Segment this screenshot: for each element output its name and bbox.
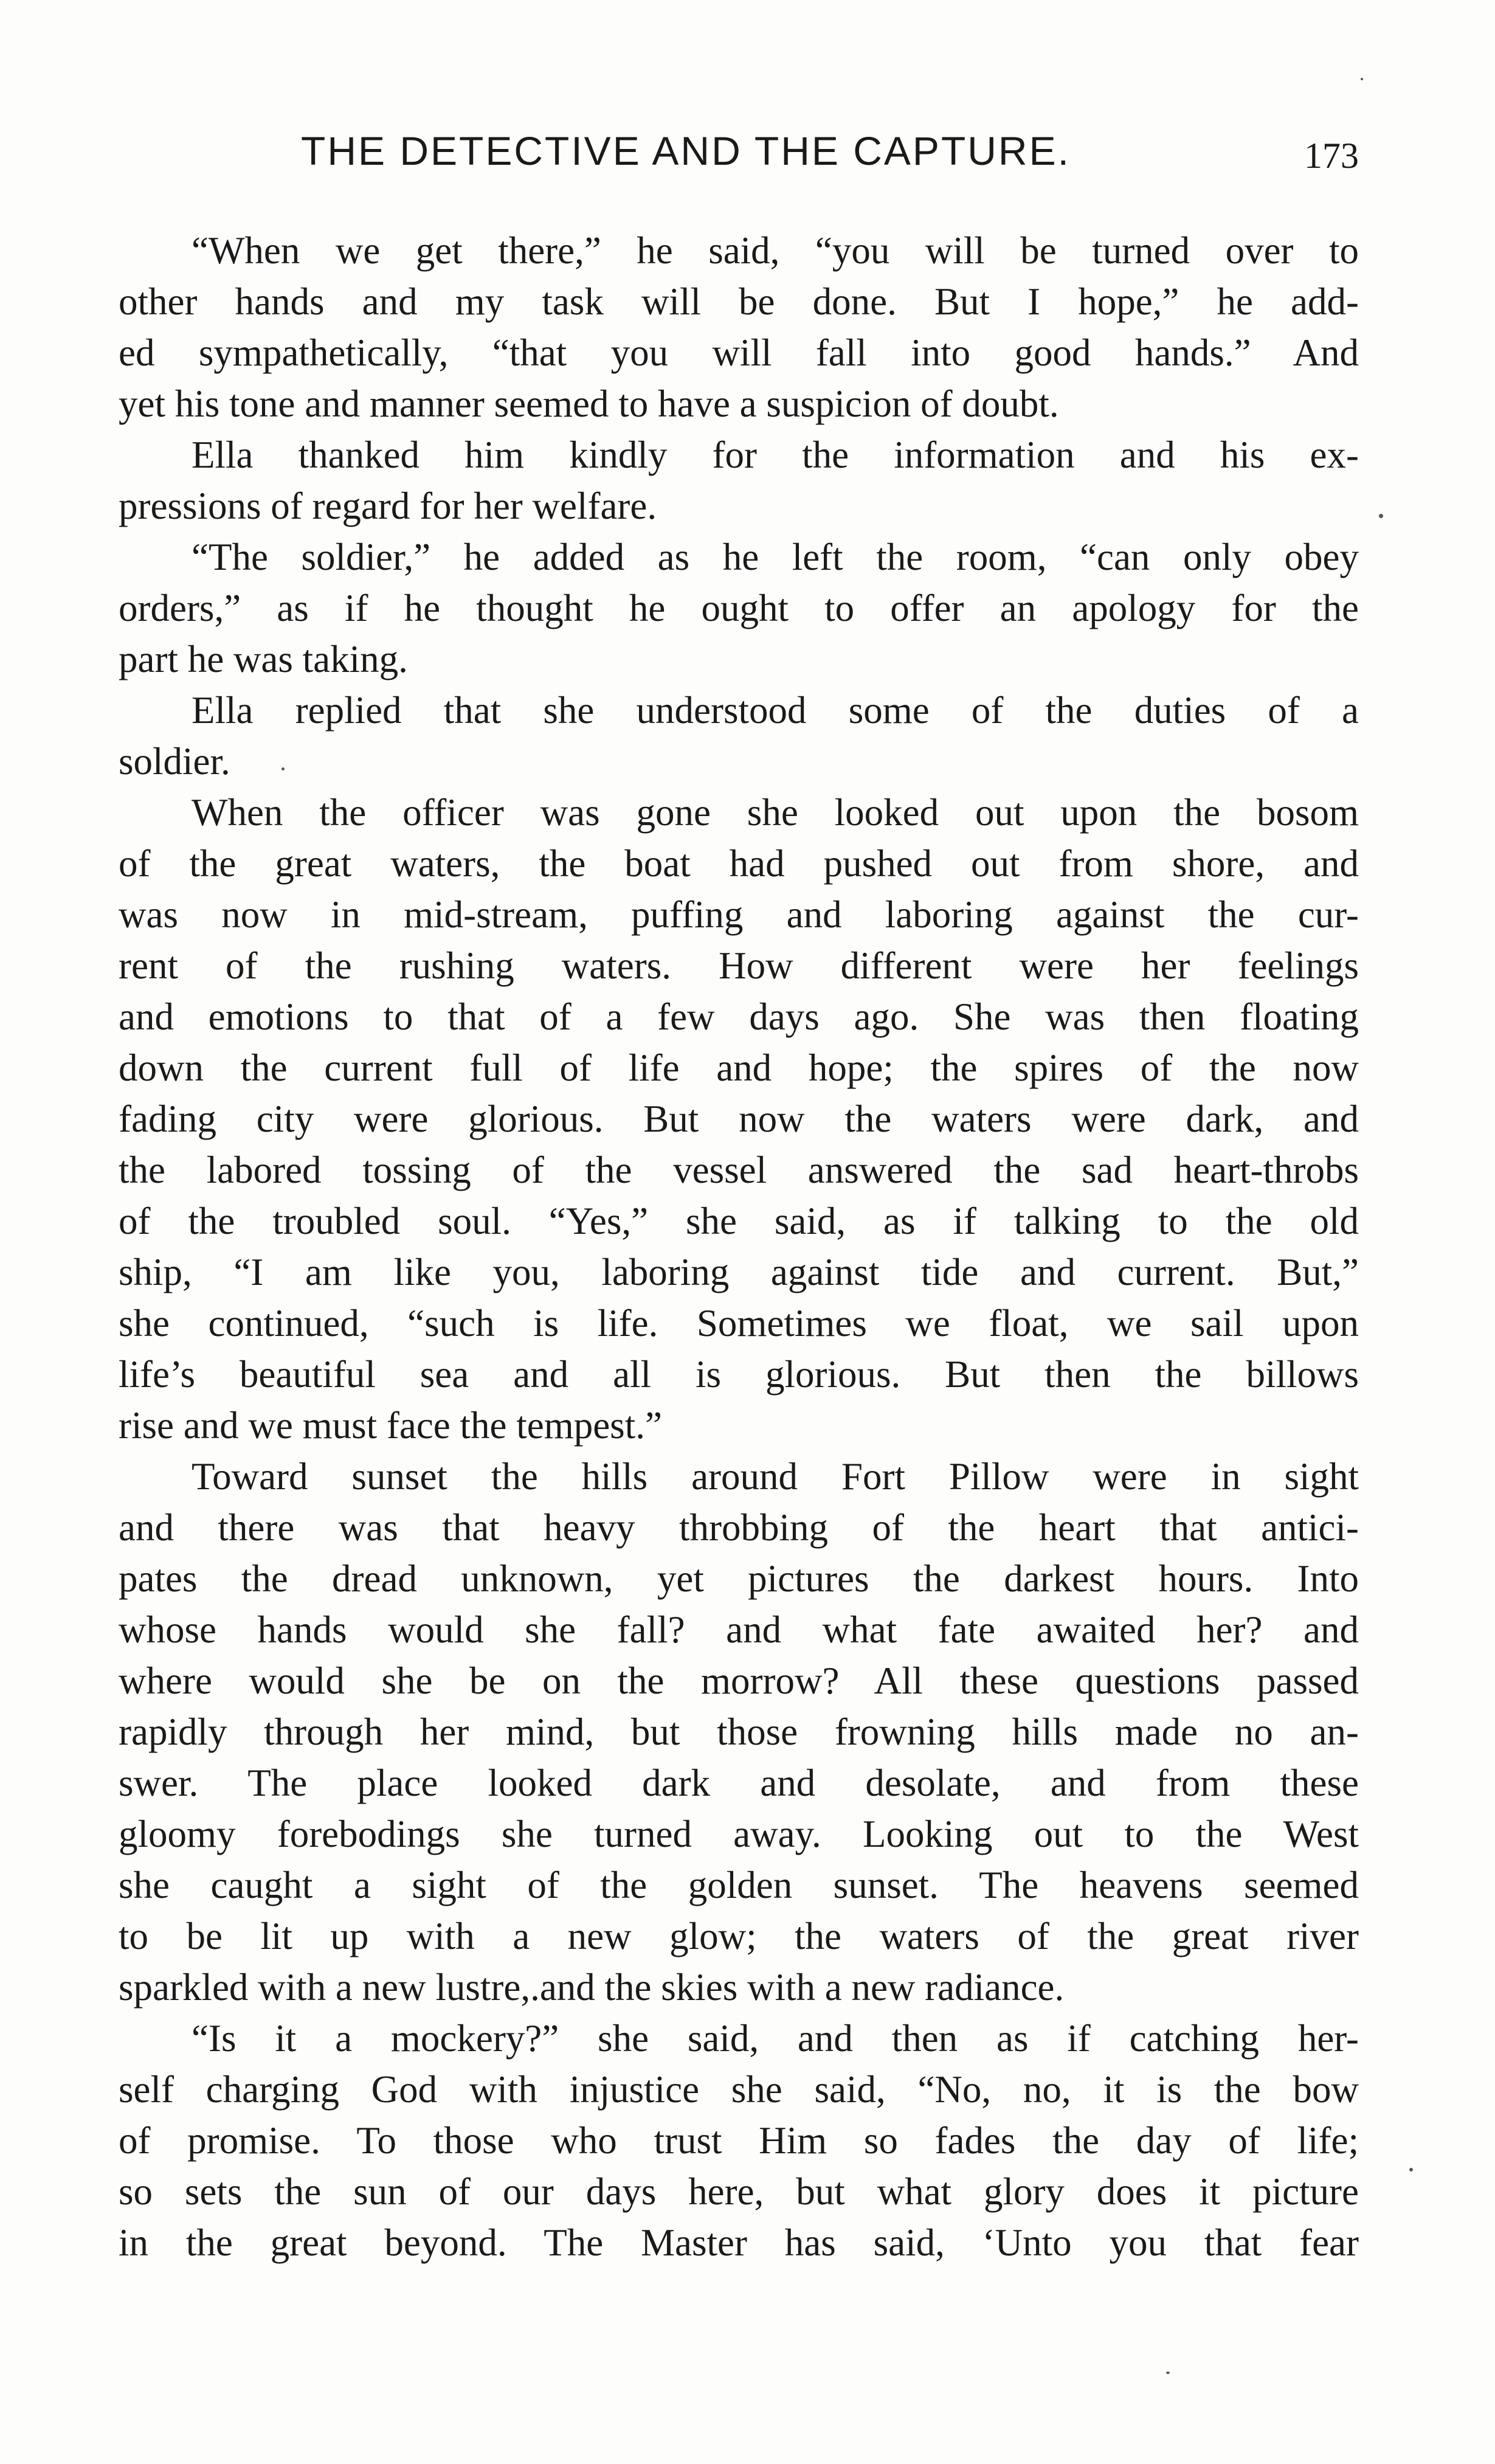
text-line: life’s beautiful sea and all is glorious. But then the billows [119,1353,1359,1396]
text-line: When the officer was gone she looked out upon the bosom [192,791,1359,834]
text-line: sparkled with a new lustre,.and the skies with a new radiance. [119,1966,1065,2009]
text-line: ed sympathetically, “that you will fall into good hands.” And [119,331,1359,374]
text-line: of the great waters, the boat had pushed out from shore, and [119,842,1359,885]
text-line: she caught a sight of the golden sunset. The heavens seemed [119,1864,1359,1906]
text-line: yet his tone and manner seemed to have a suspicion of doubt. [119,382,1059,425]
text-line: rent of the rushing waters. How different were her feelings [119,944,1359,987]
text-line: down the current full of life and hope; the spires of the now [119,1047,1359,1089]
text-line: in the great beyond. The Master has said, ‘Unto you that fear [119,2221,1359,2264]
print-speck [1409,2168,1413,2172]
text-line: ship, “I am like you, laboring against tide and current. But,” [119,1251,1359,1293]
text-line: whose hands would she fall? and what fate awaited her? and [119,1608,1359,1651]
text-line: so sets the sun of our days here, but what glory does it picture [119,2170,1359,2213]
text-line: pressions of regard for her welfare. [119,485,657,527]
text-line: Toward sunset the hills around Fort Pillow were in sight [192,1455,1359,1498]
text-line: pates the dread unknown, yet pictures the darkest hours. Into [119,1557,1359,1600]
text-line: rapidly through her mind, but those frowning hills made no an- [119,1711,1359,1753]
text-line: to be lit up with a new glow; the waters of the great river [119,1915,1359,1957]
text-line: “When we get there,” he said, “you will be turned over to [192,229,1359,272]
text-line: “The soldier,” he added as he left the room, “can only obey [192,536,1359,578]
text-line: part he was taking. [119,638,408,680]
text-line: other hands and my task will be done. But I hope,” he add- [119,280,1359,323]
print-speck [281,767,285,770]
text-line: “Is it a mockery?” she said, and then as if catching her- [192,2017,1359,2060]
text-line: Ella thanked him kindly for the information and his ex- [192,434,1359,476]
text-line: rise and we must face the tempest.” [119,1404,662,1447]
page-header [119,122,1359,189]
page-number: 173 [1304,136,1359,176]
print-speck [1361,78,1363,80]
running-title: THE DETECTIVE AND THE CAPTURE. [301,128,1071,173]
text-line: of promise. To those who trust Him so fades the day of life; [119,2119,1359,2162]
text-line: swer. The place looked dark and desolate, and from these [119,1762,1359,1804]
text-line: fading city were glorious. But now the waters were dark, and [119,1098,1359,1140]
text-line: she continued, “such is life. Sometimes we float, we sail upon [119,1302,1359,1344]
text-line: the labored tossing of the vessel answered the sad heart-throbs [119,1149,1359,1191]
text-line: soldier. [119,740,230,783]
text-line: was now in mid-stream, puffing and laboring against the cur- [119,893,1359,936]
body-text [119,225,1359,2268]
text-line: and emotions to that of a few days ago. She was then floating [119,995,1359,1038]
print-speck [1379,514,1383,518]
text-line: of the troubled soul. “Yes,” she said, as if talking to the old [119,1200,1359,1242]
text-line: gloomy forebodings she turned away. Looking out to the West [119,1813,1359,1855]
text-line: orders,” as if he thought he ought to offer an apology for the [119,587,1359,629]
print-speck [1166,2372,1170,2374]
text-line: Ella replied that she understood some of the duties of a [192,689,1359,732]
text-line: and there was that heavy throbbing of the heart that antici- [119,1506,1359,1549]
text-line: self charging God with injustice she said, “No, no, it is the bow [119,2068,1359,2111]
text-line: where would she be on the morrow? All these questions passed [119,1659,1359,1702]
